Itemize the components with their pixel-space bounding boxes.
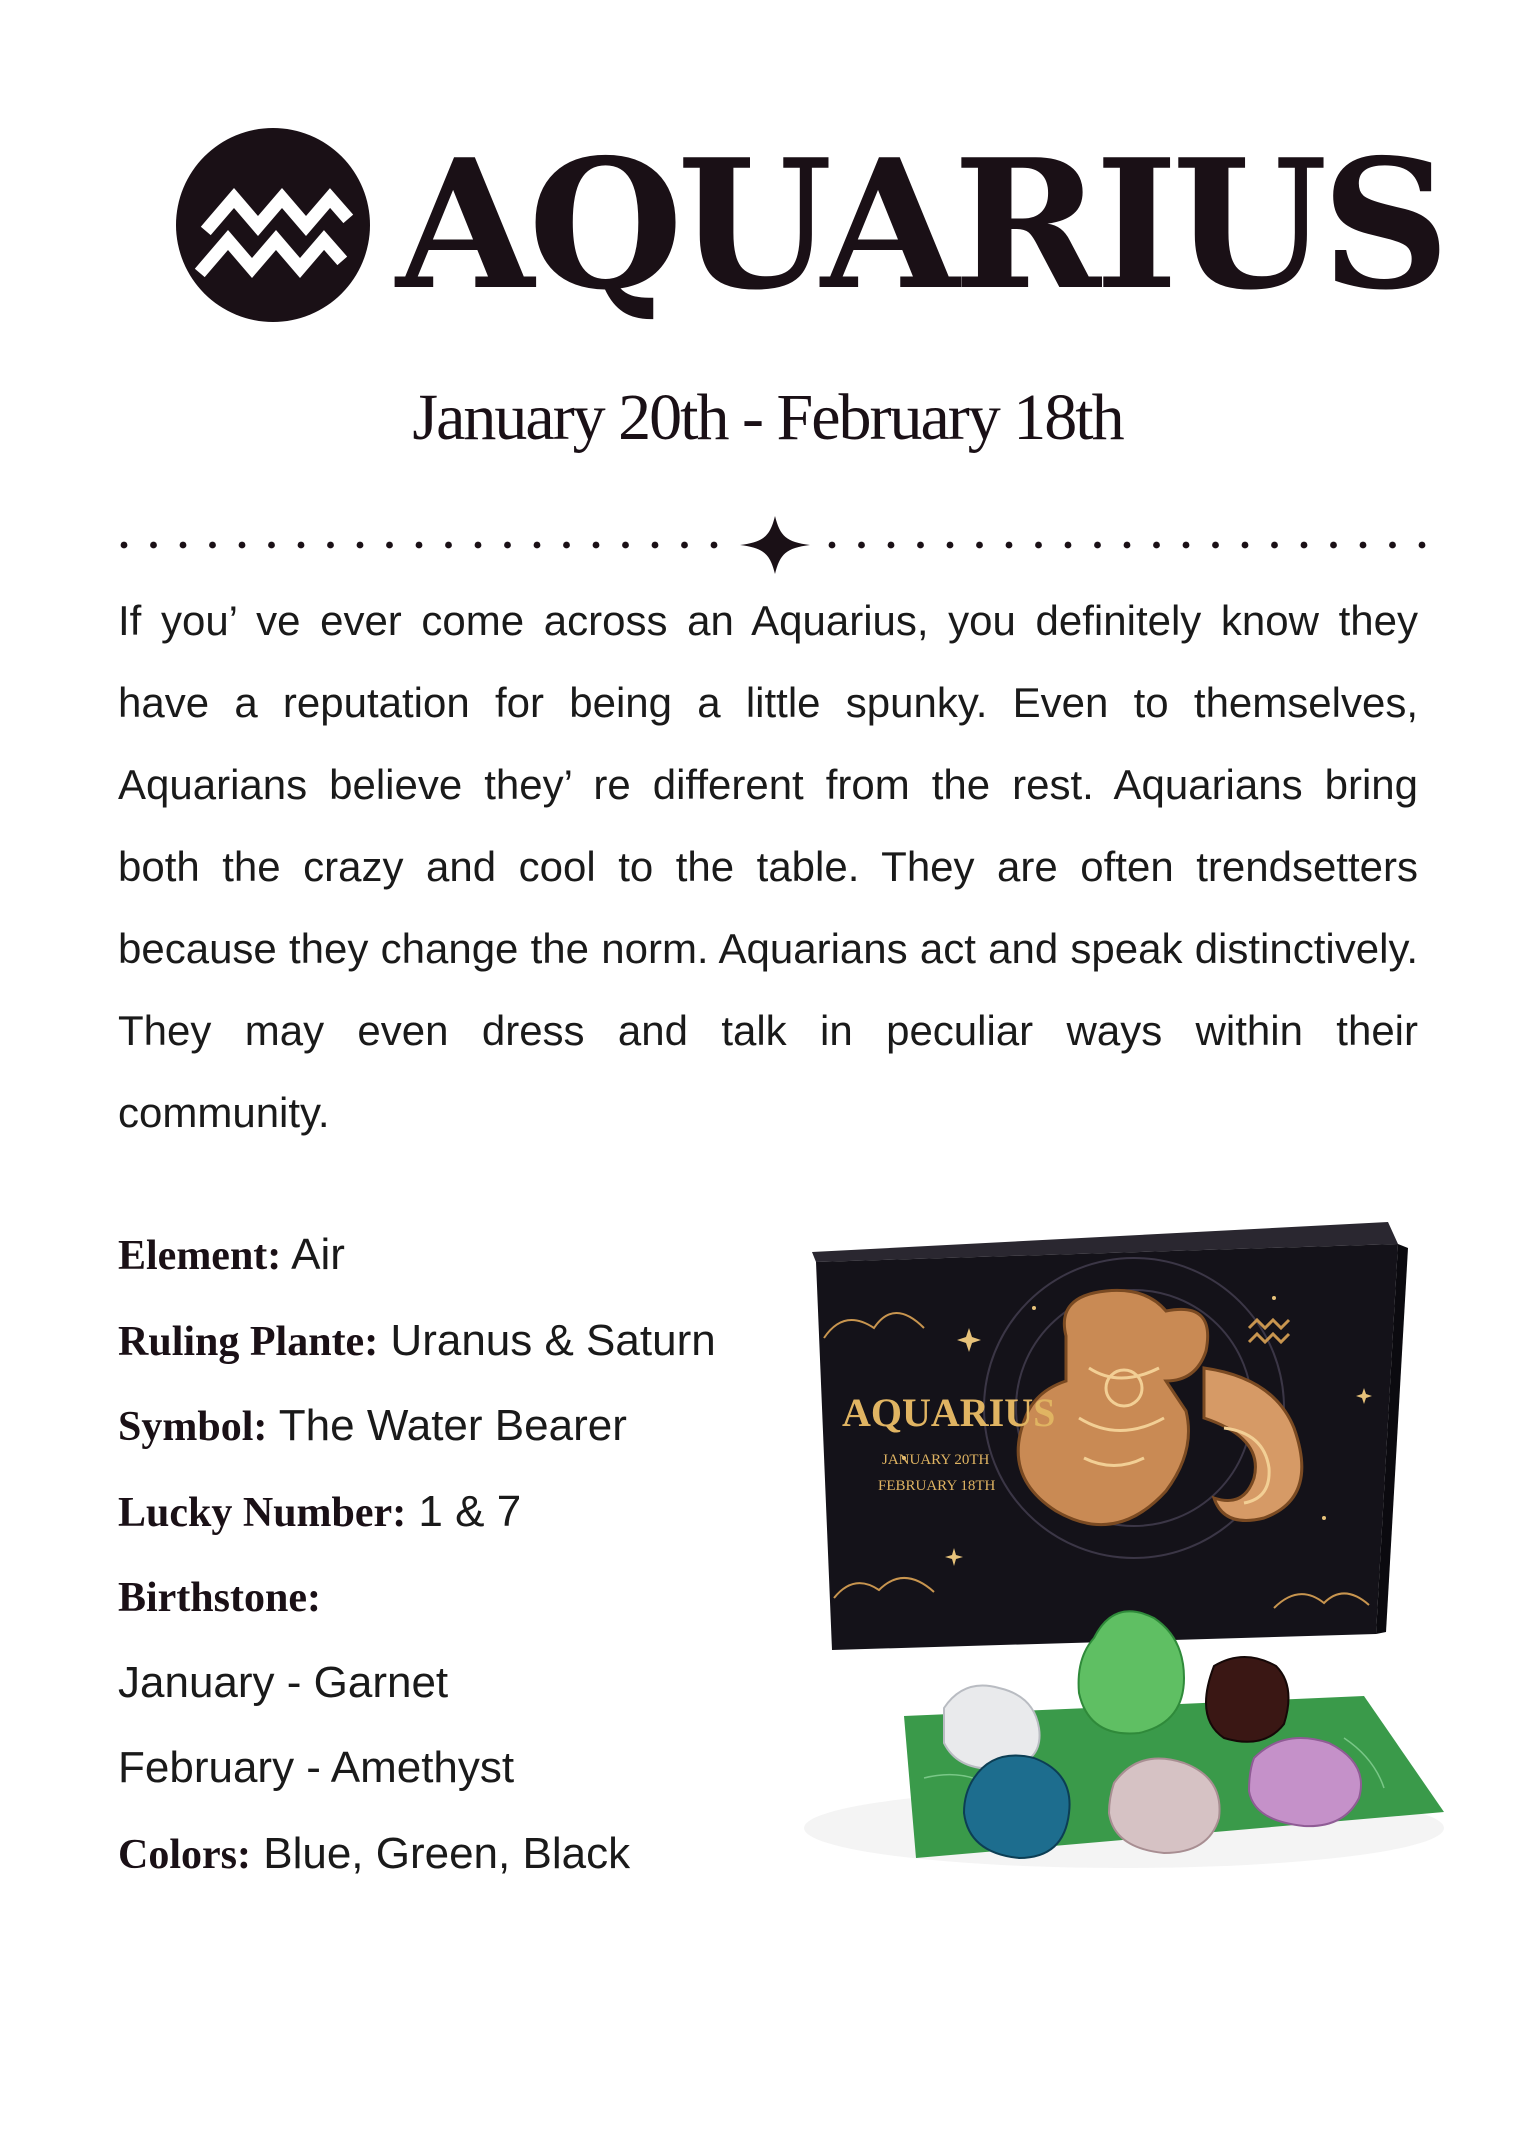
divider-dot: [1212, 542, 1219, 549]
fact-label: Ruling Plante:: [118, 1318, 379, 1365]
garnet-crystal: [1206, 1657, 1289, 1742]
divider-dot: [829, 542, 836, 549]
fact-value: Air: [291, 1230, 345, 1279]
divider-dot: [1330, 542, 1337, 549]
fact-birthstone: [118, 1554, 838, 1640]
fact-colors: [118, 1811, 838, 1897]
divider-dot: [1360, 542, 1367, 549]
crystal-gift-box-image: [804, 1218, 1444, 1878]
divider-dot: [888, 542, 895, 549]
divider-dot: [1419, 542, 1426, 549]
divider-dot: [416, 542, 423, 549]
divider-dot: [1035, 542, 1042, 549]
aquarius-glyph-icon: [176, 128, 370, 322]
divider-dot: [209, 542, 216, 549]
divider-dot: [445, 542, 452, 549]
divider-dot: [563, 542, 570, 549]
divider-dot: [534, 542, 541, 549]
divider-dot: [1271, 542, 1278, 549]
fact-value: Blue, Green, Black: [263, 1828, 631, 1878]
box-date-2: FEBRUARY 18TH: [878, 1478, 996, 1494]
divider-dot: [268, 542, 275, 549]
divider-dot: [917, 542, 924, 549]
divider-dot: [593, 542, 600, 549]
dotted-divider: [110, 510, 1440, 580]
divider-dot: [1242, 542, 1249, 549]
four-point-star-icon: [740, 516, 810, 574]
fact-ruling-planet: [118, 1298, 838, 1384]
intro-paragraph: If you’ ve ever come across an Aquarius, you definitely know they have a reputation for being a little spunky. Even to themselves, Aquarians believe they’ re different from the rest. Aquarians bring both the crazy and cool to the table. They are often trendsetters because they change the norm. Aquarians act and speak distinctively. They may even dress and talk in peculiar ways within their community.: [118, 597, 1418, 1136]
divider-dot: [1153, 542, 1160, 549]
divider-dot: [1301, 542, 1308, 549]
fact-value: The Water Bearer: [278, 1401, 627, 1450]
fact-lucky-number: [118, 1469, 838, 1555]
fact-label: Lucky Number:: [118, 1489, 407, 1536]
fact-symbol: [118, 1383, 838, 1469]
page-title: AQUARIUS: [396, 120, 1444, 329]
divider-dot: [327, 542, 334, 549]
fact-label: Colors:: [118, 1831, 251, 1878]
divider-dot: [681, 542, 688, 549]
birthstone-february: [118, 1725, 838, 1811]
divider-dot: [386, 542, 393, 549]
divider-dot: [622, 542, 629, 549]
box-title: AQUARIUS: [842, 1390, 1056, 1435]
divider-dot: [1006, 542, 1013, 549]
divider-dot: [475, 542, 482, 549]
fact-label: Element:: [118, 1233, 282, 1279]
fact-label: Birthstone:: [118, 1575, 321, 1621]
divider-dot: [1094, 542, 1101, 549]
divider-dot: [947, 542, 954, 549]
birthstone-january: [118, 1640, 838, 1726]
divider-dot: [711, 542, 718, 549]
apatite-crystal: [964, 1756, 1070, 1859]
date-range: January 20th - February 18th: [412, 381, 1123, 454]
fact-value: 1 & 7: [418, 1486, 522, 1536]
fact-value: January - Garnet: [118, 1657, 449, 1707]
divider-dot: [858, 542, 865, 549]
divider-dot: [652, 542, 659, 549]
box-date-1: JANUARY 20TH: [882, 1452, 990, 1468]
divider-dot: [180, 542, 187, 549]
fact-value: Uranus & Saturn: [390, 1315, 716, 1365]
fact-label: Symbol:: [118, 1404, 268, 1450]
divider-dot: [121, 542, 128, 549]
fact-element: [118, 1212, 838, 1298]
divider-dot: [504, 542, 511, 549]
divider-dot: [357, 542, 364, 549]
fact-value: February - Amethyst: [118, 1743, 515, 1792]
divider-dot: [976, 542, 983, 549]
divider-dot: [1124, 542, 1131, 549]
facts-list: [118, 1212, 838, 1896]
page-header: [0, 120, 1535, 330]
rose-quartz-crystal: [1109, 1759, 1220, 1854]
divider-dot: [1389, 542, 1396, 549]
divider-dot: [1065, 542, 1072, 549]
divider-dot: [239, 542, 246, 549]
divider-dot: [1183, 542, 1190, 549]
divider-dot: [150, 542, 157, 549]
divider-dot: [298, 542, 305, 549]
